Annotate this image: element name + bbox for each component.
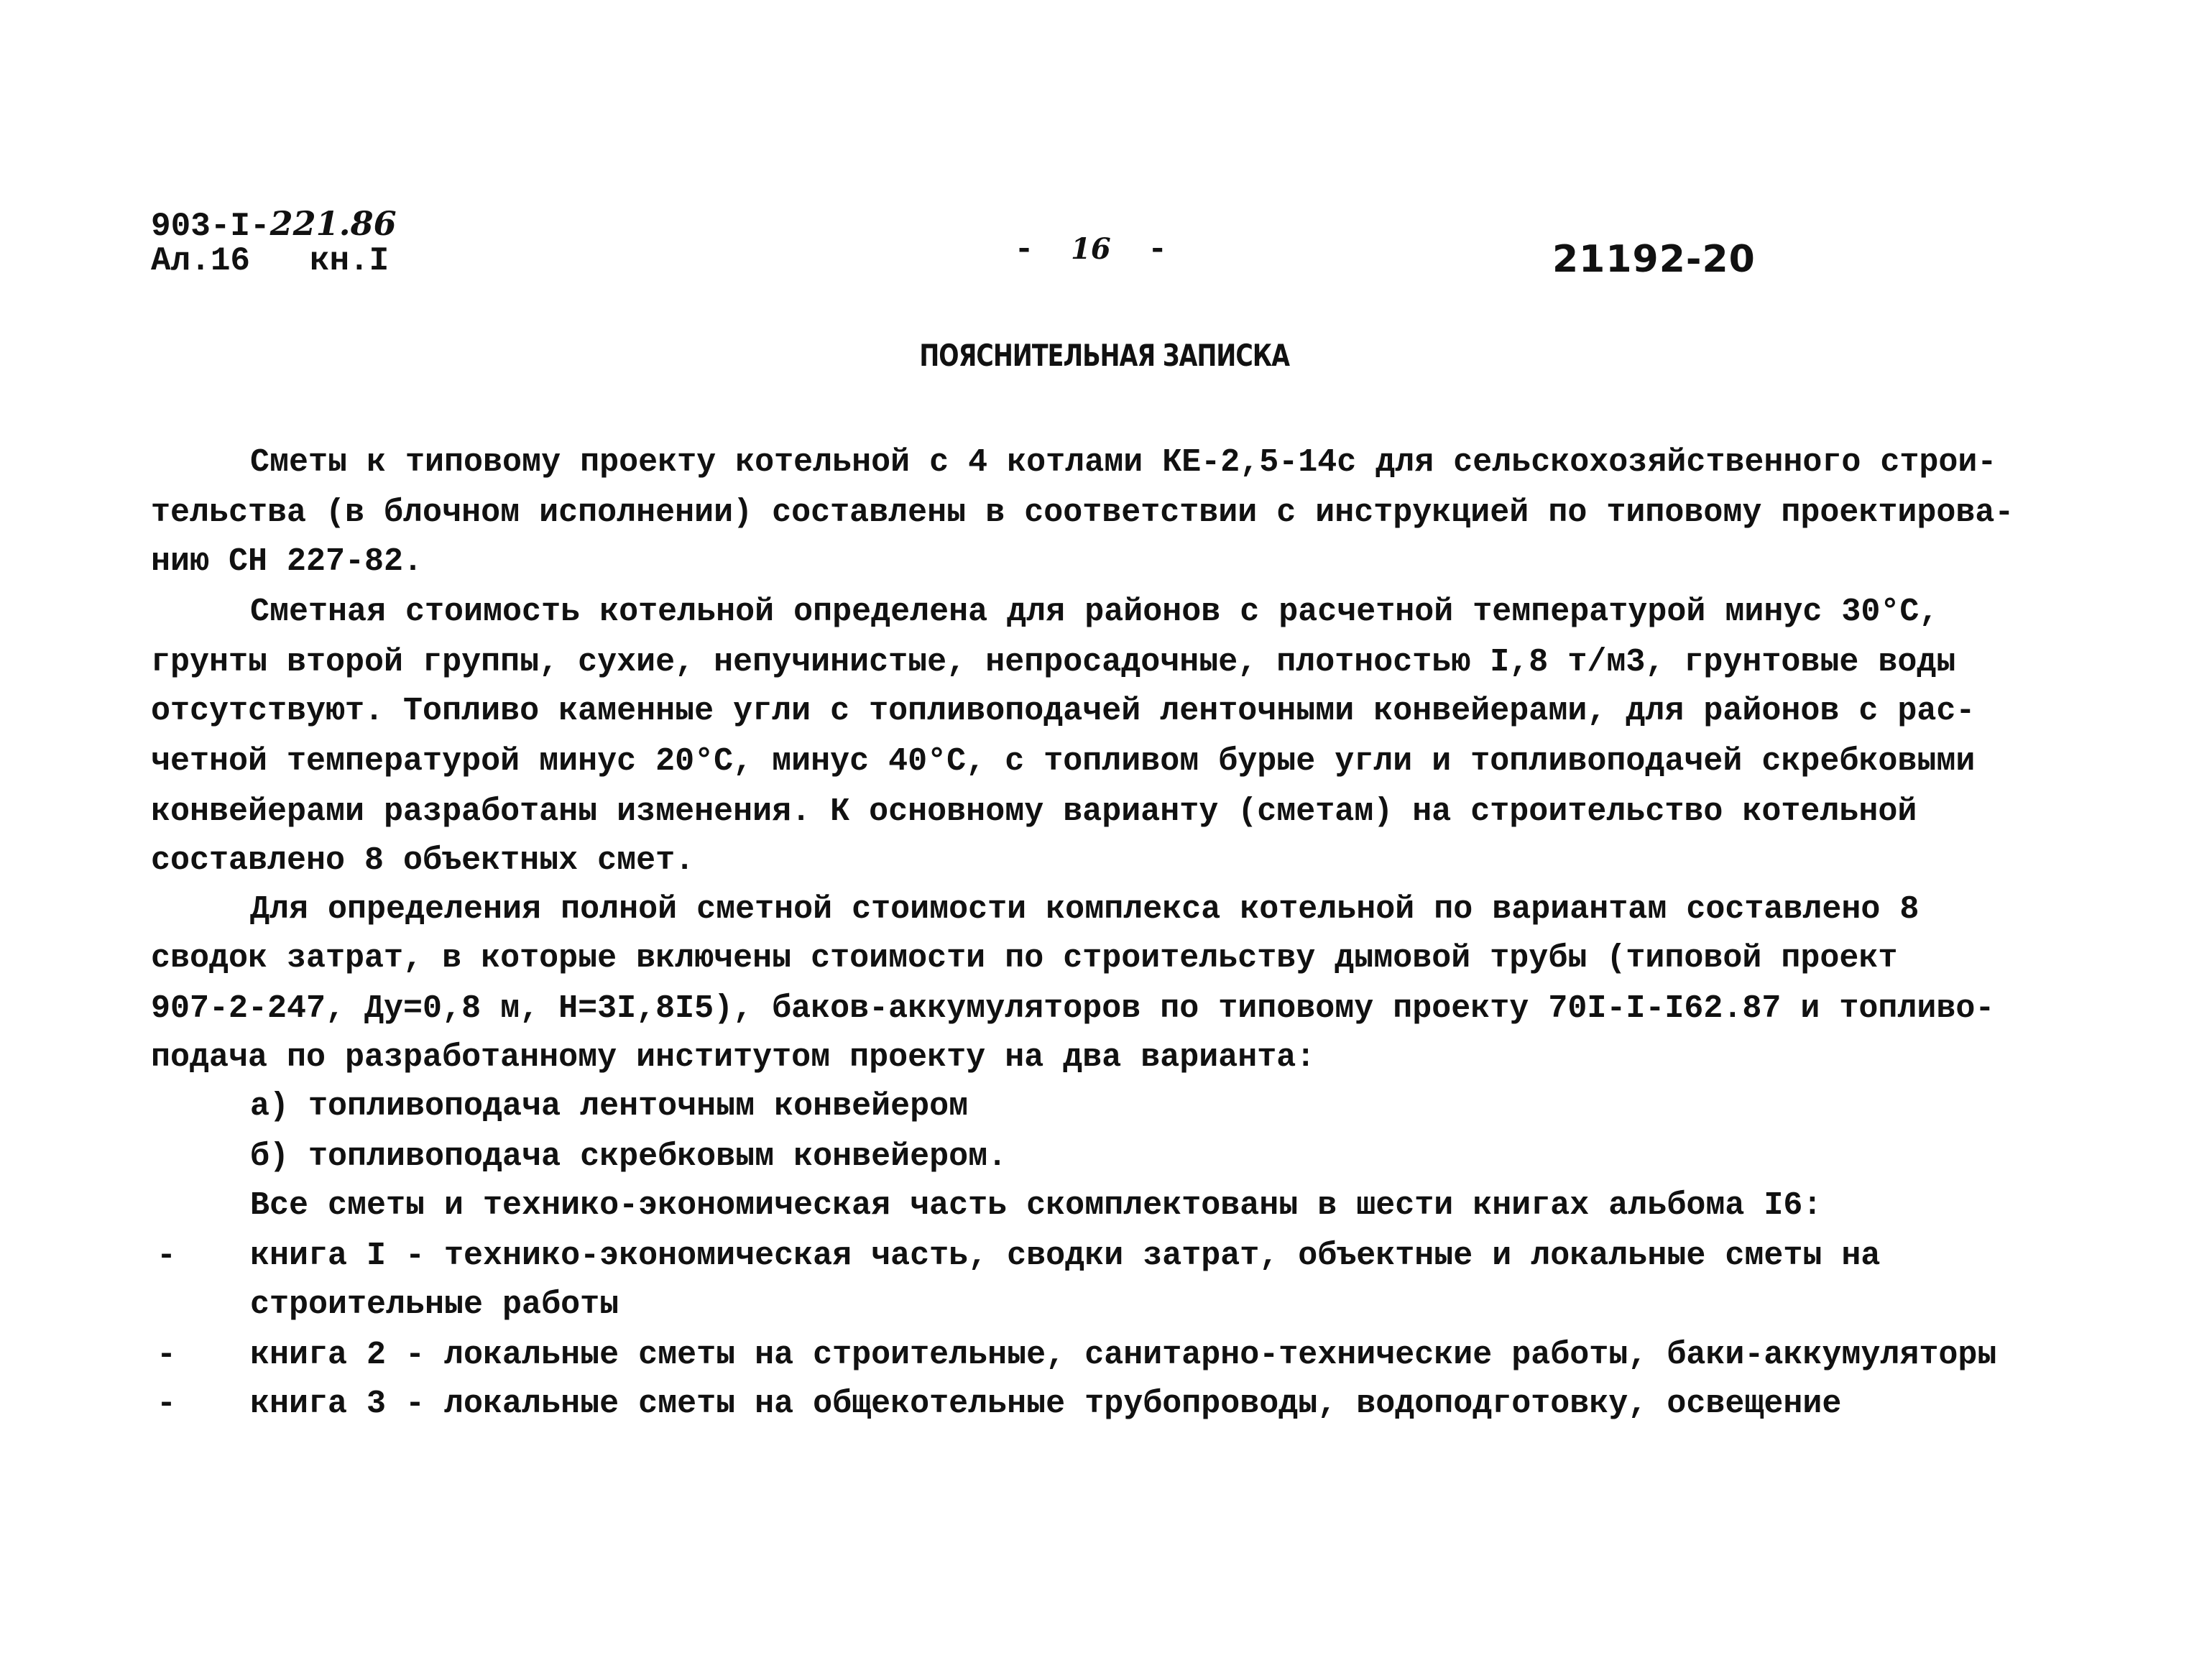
text-line: четной температурой минус 20°С, минус 40°С, с топливом бурые угли и топливоподачей скребковыми (151, 743, 1976, 780)
page-dash-right: - (1147, 231, 1168, 269)
text-line: составлено 8 объектных смет. (151, 842, 695, 879)
list-item: книга I - технико-экономическая часть, сводки затрат, объектные и локальные сметы на (250, 1238, 1881, 1274)
list-item: книга 2 - локальные сметы на строительные, санитарно-технические работы, баки-аккумуляторы (250, 1337, 1997, 1373)
bullet-dash: - (157, 1238, 177, 1274)
text-line: нию СН 227-82. (151, 543, 423, 580)
text-line: грунты второй группы, сухие, непучинистые, непросадочные, плотностью I,8 т/м3, грунтовые воды (151, 644, 1956, 681)
text-line: отсутствуют. Топливо каменные угли с топливоподачей ленточными конвейерами, для районов с рас- (151, 693, 1976, 729)
project-code (151, 204, 397, 246)
text-line: конвейерами разработаны изменения. К основному варианту (сметам) на строительство котельной (151, 793, 1917, 830)
text-line: тельства (в блочном исполнении) составлены в соответствии с инструкцией по типовому проектирова- (151, 494, 2014, 531)
text-line: подача по разработанному институтом проекту на два варианта: (151, 1039, 1316, 1076)
text-line: Все сметы и технико-экономическая часть скомплектованы в шести книгах альбома I6: (250, 1187, 1822, 1224)
list-item: книга 3 - локальные сметы на общекотельные трубопроводы, водоподготовку, освещение (250, 1386, 1842, 1422)
album-book-label: Ал.16 кн.I (151, 242, 390, 280)
document-title: ПОЯСНИТЕЛЬНАЯ ЗАПИСКА (919, 338, 1290, 373)
list-item: строительные работы (250, 1286, 619, 1323)
bullet-dash: - (157, 1386, 177, 1422)
project-code-prefix: 903-I- (151, 208, 270, 245)
text-line: сводок затрат, в которые включены стоимости по строительству дымовой трубы (типовой проект (151, 940, 1898, 977)
page-number-block (977, 230, 1204, 269)
text-line: 907-2-247, Ду=0,8 м, Н=3I,8I5), баков-аккумуляторов по типовому проекту 70I-I-I62.87 и топливо- (151, 990, 1995, 1027)
text-line: Сметная стоимость котельной определена для районов с расчетной температурой минус 30°С, (250, 594, 1939, 630)
text-line: Сметы к типовому проекту котельной с 4 котлами КЕ-2,5-14с для сельскохозяйственного строи- (250, 444, 1997, 481)
list-item: б) топливоподача скребковым конвейером. (250, 1138, 1008, 1175)
project-code-handwritten: 221.86 (269, 204, 397, 243)
bullet-dash: - (157, 1337, 177, 1373)
text-line: Для определения полной сметной стоимости комплекса котельной по вариантам составлено 8 (250, 891, 1920, 928)
page-number: 16 (1071, 232, 1111, 266)
stamp-number: 21192-20 (1552, 238, 1756, 281)
page-dash-left: - (1014, 231, 1034, 269)
list-item: а) топливоподача ленточным конвейером (250, 1088, 969, 1125)
